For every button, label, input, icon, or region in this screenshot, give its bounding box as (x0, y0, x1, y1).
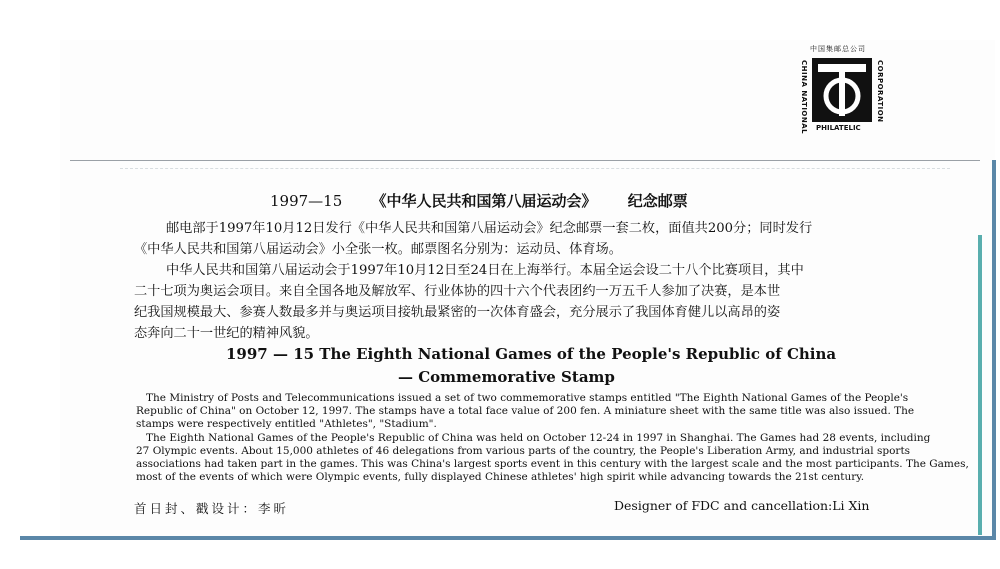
designer-credit-english: Designer of FDC and cancellation:Li Xin (614, 498, 870, 513)
logo-left-text: CHINA NATIONAL (800, 60, 808, 135)
english-line-3: stamps were respectively entitled "Athletes", "Stadium". (136, 418, 437, 430)
chinese-title-name: 《中华人民共和国第八届运动会》 (371, 192, 597, 210)
english-title-line-2: — Commemorative Stamp (398, 368, 615, 386)
designer-credit-chinese: 首日封、戳设计：李昕 (134, 501, 290, 516)
logo-bottom-text: PHILATELIC (816, 124, 861, 132)
english-line-1: The Ministry of Posts and Telecommunications issued a set of two commemorative stamps entitled "The Eighth National Games of the People's (146, 392, 909, 404)
english-line-7: most of the events of which were Olympic events, fully displayed Chinese athletes' high spirit while advancing towards the 21st century. (136, 471, 865, 483)
chinese-line-6: 态奔向二十一世纪的精神风貌。 (134, 326, 319, 341)
envelope-flap-shadow (120, 168, 950, 169)
cnpc-logo (800, 44, 890, 144)
envelope-side-stripe (978, 235, 982, 535)
english-line-5: 27 Olympic events. About 15,000 athletes of 46 delegations from various parts of the country, the People's Liberation Army, and industrial sports (136, 445, 911, 457)
envelope-flap-line (70, 160, 980, 161)
logo-chinese-name: 中国集邮总公司 (810, 45, 866, 53)
chinese-line-3: 中华人民共和国第八届运动会于1997年10月12日至24日在上海举行。本届全运会设二十八个比赛项目，其中 (166, 263, 804, 278)
envelope-bottom-edge (20, 536, 995, 540)
chinese-line-2: 《中华人民共和国第八届运动会》小全张一枚。邮票图名分别为：运动员、体育场。 (134, 242, 622, 257)
chinese-line-5: 纪我国规模最大、参赛人数最多并与奥运项目接轨最紧密的一次体育盛会，充分展示了我国体育健儿以高昂的姿 (134, 305, 781, 320)
chinese-title-number: 1997—15 (270, 192, 343, 210)
english-line-2: Republic of China" on October 12, 1997. The stamps have a total face value of 200 fen. A miniature sheet with the same title was also issued. The (136, 405, 915, 417)
chinese-line-4: 二十七项为奥运会项目。来自全国各地及解放军、行业体协的四十六个代表团约一万五千人参加了决赛，是本世 (134, 284, 781, 299)
chinese-line-1: 邮电部于1997年10月12日发行《中华人民共和国第八届运动会》纪念邮票一套二枚，面值共200分；同时发行 (166, 221, 813, 236)
english-line-6: associations had taken part in the games. This was China's largest sports event in this century with the largest scale and the most participants. The Games, (136, 458, 969, 470)
english-line-4: The Eighth National Games of the People's Republic of China was held on October 12-24 in 1997 in Shanghai. The Games had 28 events, including (146, 432, 931, 444)
chinese-title-suffix: 纪念邮票 (627, 192, 688, 210)
chinese-title (270, 190, 688, 211)
envelope-right-edge (992, 160, 996, 540)
logo-right-text: CORPORATION (876, 60, 884, 123)
english-title-line-1: 1997 — 15 The Eighth National Games of the People's Republic of China (226, 345, 837, 363)
cnpc-logo-icon (812, 58, 872, 122)
